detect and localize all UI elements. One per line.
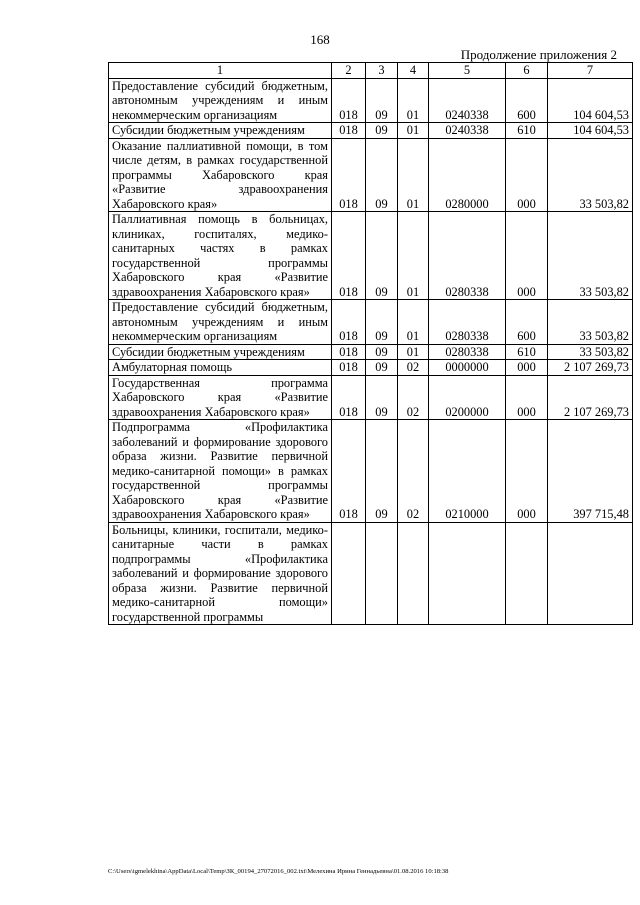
section-code: 09 [366,212,398,300]
admin-code: 018 [332,360,366,376]
subsection-code: 02 [398,375,429,420]
subsection-code: 02 [398,420,429,523]
table-row [109,212,633,300]
header-cell: 2 [332,63,366,79]
amount: 2 107 269,73 [548,360,633,376]
page-number: 168 [310,32,330,47]
target-article: 0200000 [429,375,506,420]
section-code: 09 [366,344,398,360]
section-code: 09 [366,360,398,376]
row-name: Субсидии бюджетным учреждениям [109,344,332,360]
target-article: 0280000 [429,138,506,212]
expense-type: 610 [506,344,548,360]
subsection-code: 01 [398,344,429,360]
table-row [109,300,633,345]
header-cell: 5 [429,63,506,79]
amount: 33 503,82 [548,138,633,212]
admin-code: 018 [332,300,366,345]
table-row [109,360,633,376]
target-article: 0240338 [429,78,506,123]
subsection-code [398,522,429,625]
target-article: 0280338 [429,300,506,345]
row-name: Предоставление субсидий бюджетным, автономным учреждениям и иным некоммерческим организациям [109,300,332,345]
admin-code: 018 [332,420,366,523]
expense-type: 000 [506,360,548,376]
header-cell: 7 [548,63,633,79]
expense-type: 610 [506,123,548,139]
section-code: 09 [366,420,398,523]
header-cell: 3 [366,63,398,79]
continuation-note: Продолжение приложения 2 [460,47,617,62]
header-cell: 4 [398,63,429,79]
target-article: 0280338 [429,344,506,360]
expense-type: 000 [506,212,548,300]
admin-code [332,522,366,625]
expense-type: 600 [506,300,548,345]
file-path-footer: C:\Users\igmelekhina\AppData\Local\Temp\ЗК_00194_27072016_002.txt\Мелехина Ирина Геннадьевна\01.08.2016 10:18:38 [108,868,449,875]
target-article: 0000000 [429,360,506,376]
amount: 104 604,53 [548,123,633,139]
row-name: Больницы, клиники, госпитали, медико-санитарные части в рамках подпрограммы «Профилактика заболеваний и формирование здорового образа жизни. Развитие первичной медико-санитарной помощи» государственной программы [109,522,332,625]
target-article [429,522,506,625]
section-code [366,522,398,625]
section-code: 09 [366,300,398,345]
row-name: Паллиативная помощь в больницах, клиниках, госпиталях, медико-санитарных частях в рамках государственной программы Хабаровского края «Развитие здравоохранения Хабаровского края» [109,212,332,300]
amount: 33 503,82 [548,344,633,360]
amount: 33 503,82 [548,212,633,300]
admin-code: 018 [332,212,366,300]
target-article: 0240338 [429,123,506,139]
subsection-code: 01 [398,78,429,123]
subsection-code: 02 [398,360,429,376]
section-code: 09 [366,123,398,139]
amount: 2 107 269,73 [548,375,633,420]
admin-code: 018 [332,78,366,123]
target-article: 0210000 [429,420,506,523]
subsection-code: 01 [398,138,429,212]
amount: 104 604,53 [548,78,633,123]
subsection-code: 01 [398,300,429,345]
amount: 33 503,82 [548,300,633,345]
expense-type: 600 [506,78,548,123]
expense-type: 000 [506,420,548,523]
expense-type: 000 [506,138,548,212]
row-name: Предоставление субсидий бюджетным, автономным учреждениям и иным некоммерческим организациям [109,78,332,123]
row-name: Оказание паллиативной помощи, в том числе детям, в рамках государственной программы Хабаровского края «Развитие здравоохранения Хабаровского края» [109,138,332,212]
admin-code: 018 [332,123,366,139]
section-code: 09 [366,78,398,123]
header-cell: 1 [109,63,332,79]
table-row [109,522,633,625]
table-row [109,78,633,123]
section-code: 09 [366,375,398,420]
amount [548,522,633,625]
admin-code: 018 [332,375,366,420]
budget-table [108,62,633,625]
row-name: Амбулаторная помощь [109,360,332,376]
table-header-row [109,63,633,79]
subsection-code: 01 [398,212,429,300]
subsection-code: 01 [398,123,429,139]
row-name: Субсидии бюджетным учреждениям [109,123,332,139]
table-row [109,344,633,360]
expense-type [506,522,548,625]
table-row [109,123,633,139]
expense-type: 000 [506,375,548,420]
admin-code: 018 [332,138,366,212]
admin-code: 018 [332,344,366,360]
amount: 397 715,48 [548,420,633,523]
row-name: Подпрограмма «Профилактика заболеваний и формирование здорового образа жизни. Развитие первичной медико-санитарной помощи» в рамках государственной программы Хабаровского края «Развитие здравоохранения Хабаровского края» [109,420,332,523]
table-row [109,138,633,212]
row-name: Государственная программа Хабаровского края «Развитие здравоохранения Хабаровского края» [109,375,332,420]
section-code: 09 [366,138,398,212]
table-row [109,375,633,420]
header-cell: 6 [506,63,548,79]
target-article: 0280338 [429,212,506,300]
table-row [109,420,633,523]
